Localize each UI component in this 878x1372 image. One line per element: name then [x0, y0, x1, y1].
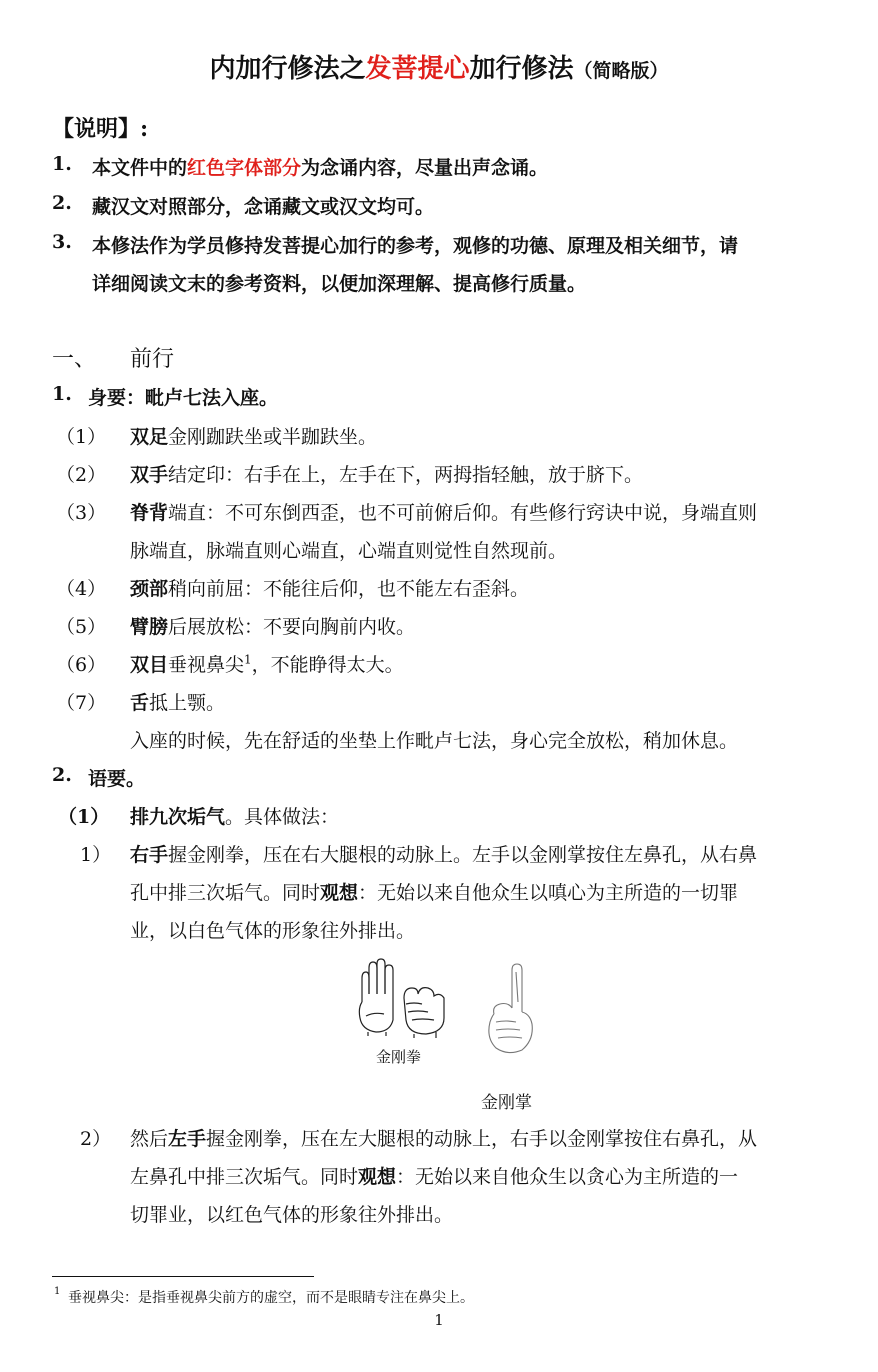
vajra-fist-illustration	[354, 958, 450, 1040]
step-2-number: 2）	[80, 1128, 112, 1150]
footnote-divider	[52, 1276, 314, 1277]
note-3-number: 3.	[52, 231, 72, 253]
speech-number: 2.	[52, 764, 72, 786]
speech-sub-item: 排九次垢气。具体做法：	[130, 806, 340, 828]
step-2-line-3: 切罪业，以红色气体的形象往外排出。	[130, 1204, 454, 1226]
posture-item: 脊背端直：不可东倒西歪，也不可前俯后仰。有些修行窍诀中说，身端直则	[130, 502, 758, 524]
note-2-number: 2.	[52, 192, 72, 214]
posture-item-number: （6）	[56, 654, 107, 676]
posture-item-number: （7）	[56, 692, 107, 714]
body-posture-number: 1.	[52, 383, 72, 405]
step-2-line-2: 左鼻孔中排三次垢气。同时观想：无始以来自他众生以贪心为主所造的一	[130, 1166, 739, 1188]
footnote-mark: 1	[54, 1286, 61, 1297]
posture-item: 舌抵上颚。	[130, 692, 226, 714]
note-1-text: 本文件中的红色字体部分为念诵内容，尽量出声念诵。	[92, 157, 549, 179]
page-number: 1	[434, 1311, 444, 1329]
title-part1: 内加行修法之	[209, 54, 366, 84]
posture-item: 颈部稍向前屈：不能往后仰，也不能左右歪斜。	[130, 578, 530, 600]
posture-item: 臂膀后展放松：不要向胸前内收。	[130, 616, 416, 638]
title-subtitle: （简略版）	[573, 60, 669, 82]
posture-item-continuation: 脉端直，脉端直则心端直，心端直则觉性自然现前。	[130, 540, 568, 562]
note-1-highlight: 红色字体部分	[187, 157, 302, 179]
step-2-line-1: 然后左手握金刚拳，压在左大腿根的动脉上，右手以金刚掌按住右鼻孔，从	[130, 1128, 758, 1150]
posture-item: 双目垂视鼻尖$^1$，不能睁得太大。	[130, 652, 404, 676]
notes-heading: 【说明】:	[52, 116, 149, 142]
note-3-line-2: 详细阅读文末的参考资料，以便加深理解、提高修行质量。	[92, 273, 587, 295]
body-posture-heading: 身要：毗卢七法入座。	[88, 387, 279, 409]
title-part3: 加行修法	[469, 54, 574, 84]
posture-item: 双足金刚跏趺坐或半跏趺坐。	[130, 426, 378, 448]
footnote-text: 垂视鼻尖：是指垂视鼻尖前方的虚空，而不是眼睛专注在鼻尖上。	[68, 1290, 474, 1306]
step-1-line-2: 孔中排三次垢气。同时观想：无始以来自他众生以嗔心为主所造的一切罪	[130, 882, 739, 904]
speech-sub-number: （1）	[58, 806, 110, 828]
palm-caption: 金刚掌	[481, 1093, 532, 1113]
posture-item-number: （3）	[56, 502, 107, 524]
section-title: 前行	[130, 347, 175, 372]
posture-item: 双手结定印：右手在上，左手在下，两拇指轻触，放于脐下。	[130, 464, 644, 486]
posture-item-number: （1）	[56, 426, 107, 448]
note-3-line-1: 本修法作为学员修持发菩提心加行的参考，观修的功德、原理及相关细节，请	[92, 235, 739, 257]
note-1-number: 1.	[52, 153, 72, 175]
step-1-line-1: 右手握金刚拳，压在右大腿根的动脉上。左手以金刚掌按住左鼻孔，从右鼻	[130, 844, 758, 866]
step-1-number: 1）	[80, 844, 112, 866]
footnote-reference[interactable]: 1	[244, 652, 252, 667]
step-1-line-3: 业，以白色气体的形象往外排出。	[130, 920, 416, 942]
note-2-text: 藏汉文对照部分，念诵藏文或汉文均可。	[92, 196, 435, 218]
title-highlight: 发菩提心	[365, 54, 470, 84]
posture-item-number: （4）	[56, 578, 107, 600]
vajra-palm-illustration	[482, 962, 538, 1058]
page-title	[0, 48, 878, 85]
posture-summary: 入座的时候，先在舒适的坐垫上作毗卢七法，身心完全放松，稍加休息。	[130, 730, 739, 752]
posture-item-number: （2）	[56, 464, 107, 486]
speech-heading: 语要。	[88, 768, 146, 790]
section-number: 一、	[52, 347, 97, 372]
fist-caption: 金刚拳	[376, 1048, 422, 1066]
posture-item-number: （5）	[56, 616, 107, 638]
